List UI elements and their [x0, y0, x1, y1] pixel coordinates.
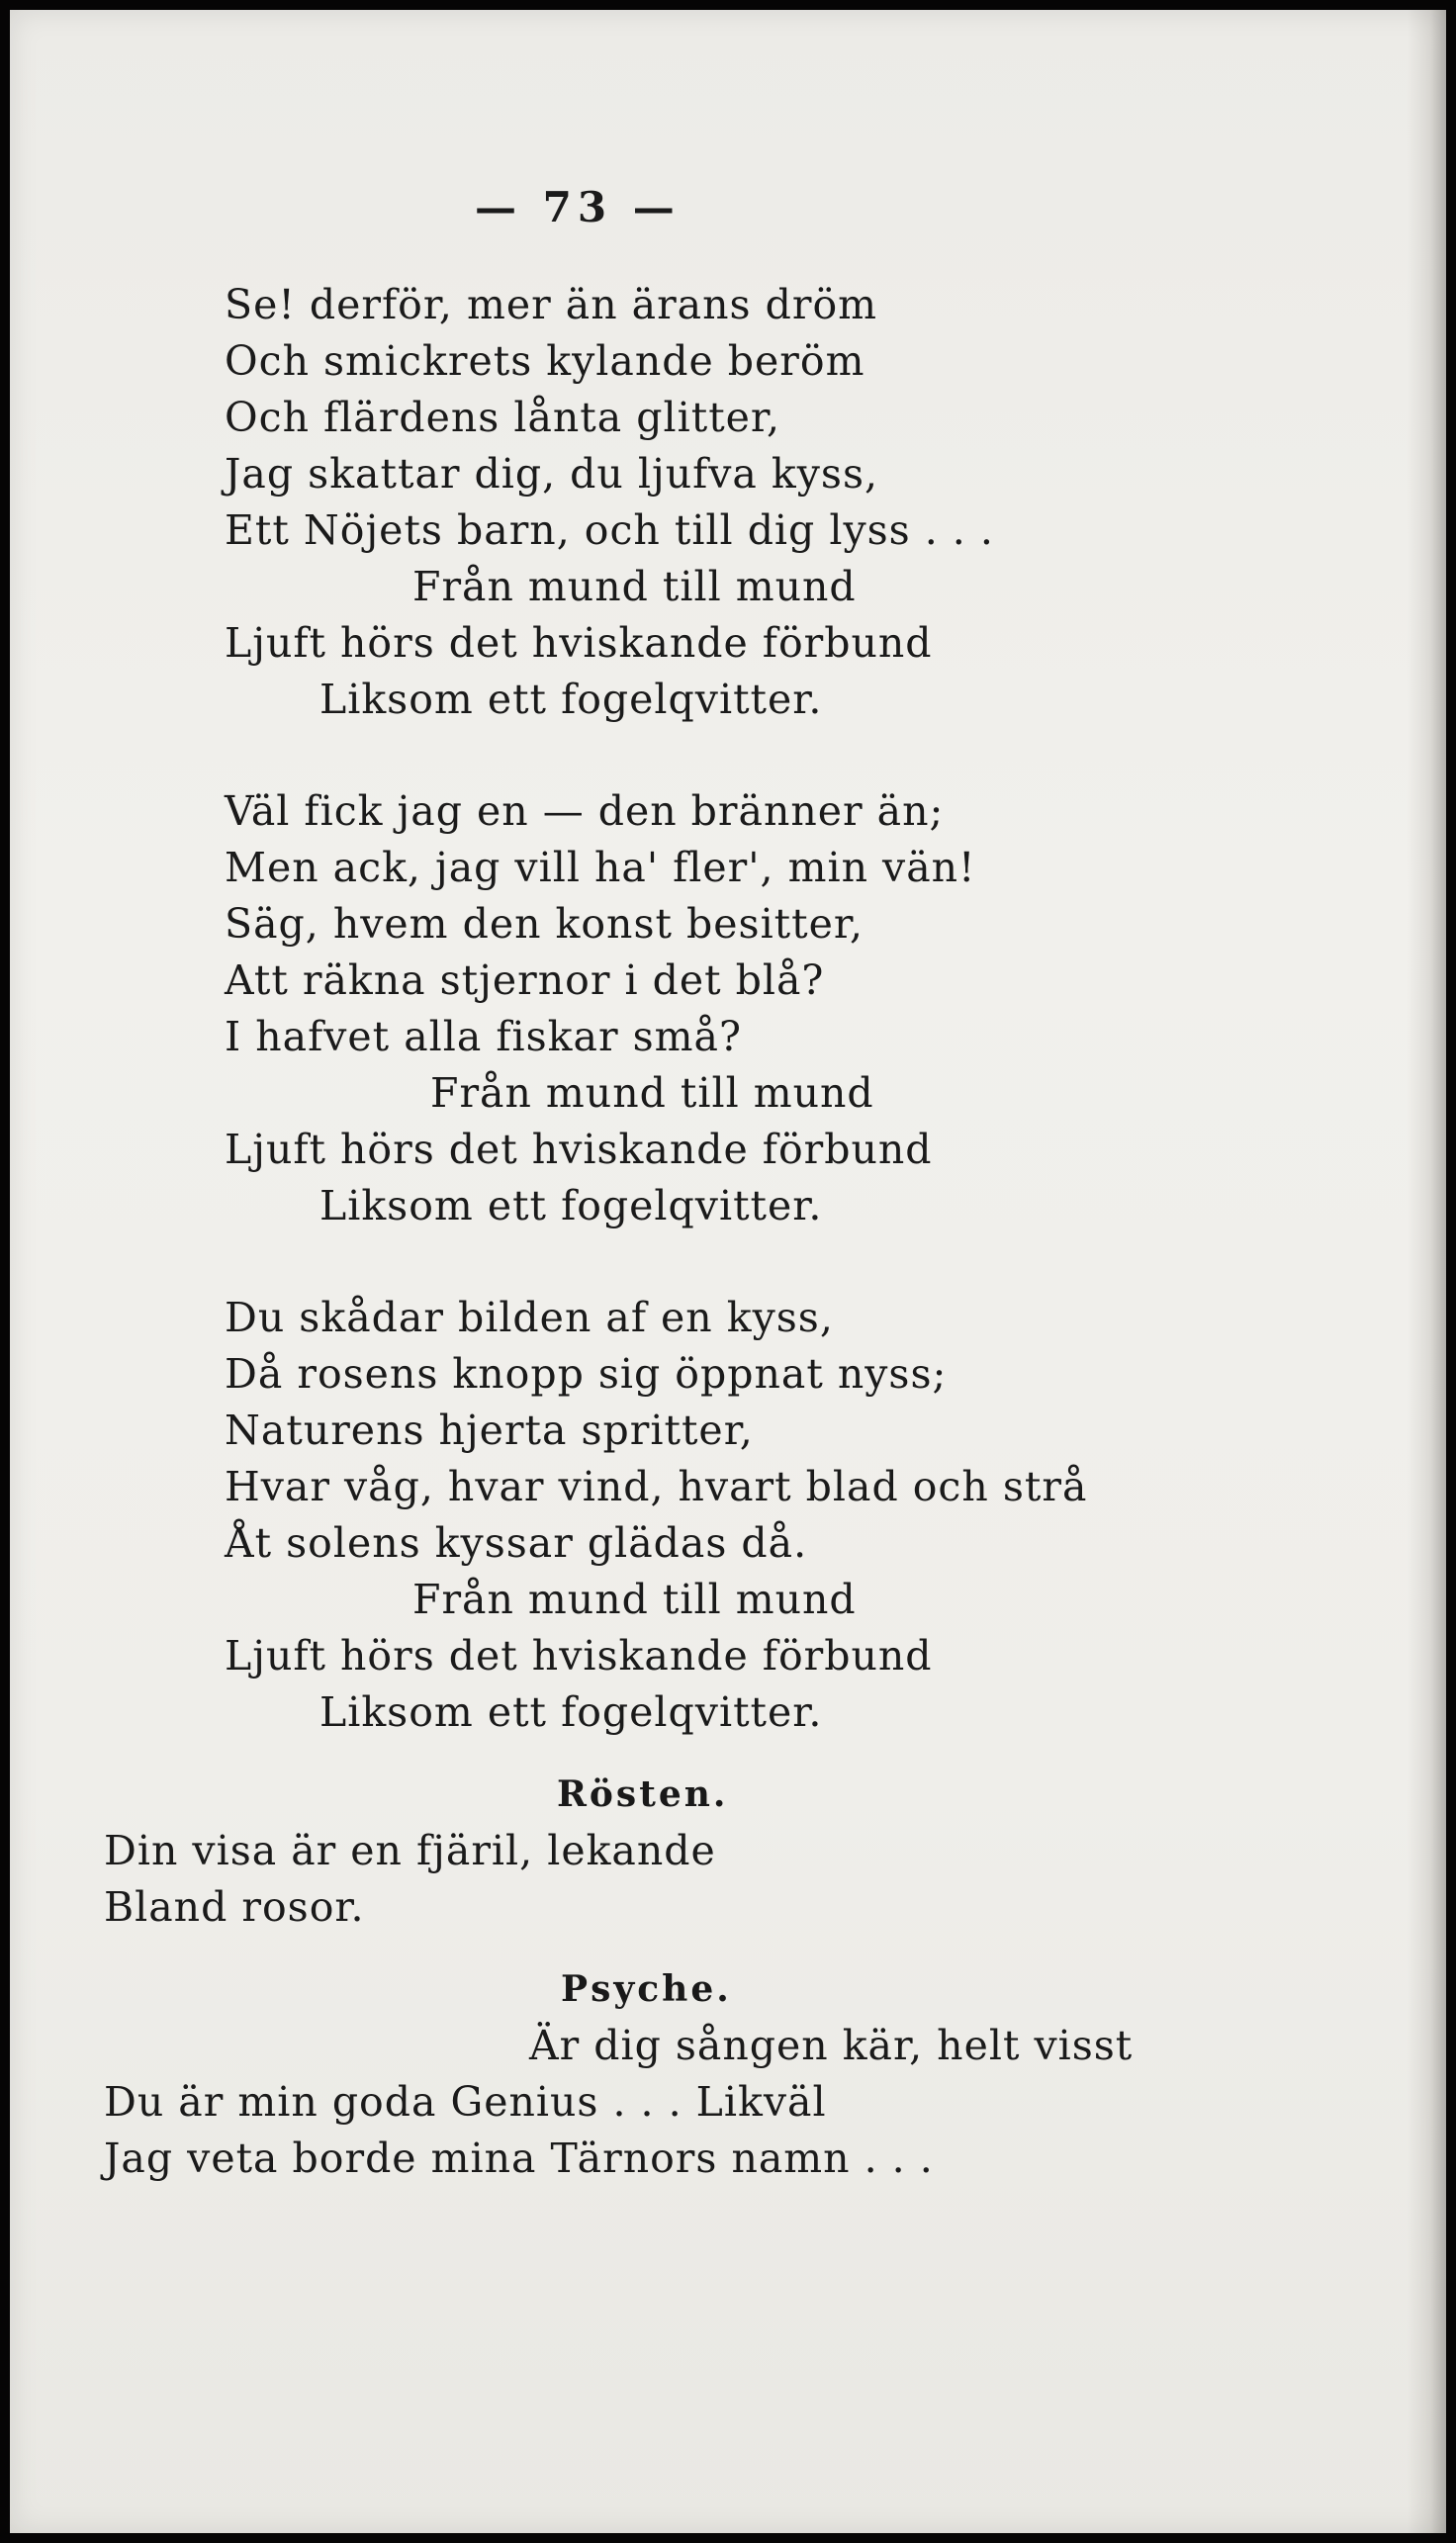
stanza-1-line-3: Och flärdens lånta glitter,	[225, 394, 781, 441]
stanza-2-line-1: Väl fick jag en — den bränner än;	[225, 787, 945, 835]
stanza-3-refrain-3: Liksom ett fogelqvitter.	[319, 1688, 823, 1736]
stanza-2-line-5: I hafvet alla fiskar små?	[225, 1013, 742, 1060]
stanza-3-refrain-2: Ljuft hörs det hviskande förbund	[225, 1632, 933, 1680]
stanza-gap	[104, 728, 1113, 783]
stanza-1-refrain-1: Från mund till mund	[412, 563, 857, 610]
speaker-psyche: Psyche.	[561, 1968, 732, 2010]
page-edge-shadow	[1407, 10, 1446, 2533]
stanza-2-line-3: Säg, hvem den konst besitter,	[225, 900, 864, 948]
dialogue-2-line-3: Jag veta borde mina Tärnors namn . . .	[104, 2134, 934, 2182]
dialogue-1-line-2: Bland rosor.	[104, 1883, 365, 1931]
stanza-2-refrain-2: Ljuft hörs det hviskande förbund	[225, 1126, 933, 1173]
speaker-rosten: Rösten.	[557, 1773, 729, 1815]
stanza-gap	[104, 1234, 1113, 1290]
poem-text	[104, 277, 1134, 2187]
dialogue-2-line-1: Är dig sången kär, helt visst	[529, 2022, 1134, 2069]
dialogue-2-line-2: Du är min goda Genius . . . Likväl	[104, 2078, 827, 2126]
dialogue-gap	[104, 1741, 1113, 1767]
stanza-2-refrain-3: Liksom ett fogelqvitter.	[319, 1182, 823, 1229]
stanza-1-refrain-3: Liksom ett fogelqvitter.	[319, 676, 823, 723]
dialogue-1-line-1: Din visa är en fjäril, lekande	[104, 1827, 716, 1874]
stanza-2-line-4: Att räkna stjernor i det blå?	[225, 956, 825, 1004]
stanza-3-refrain-1: Från mund till mund	[412, 1576, 857, 1623]
dialogue-2	[104, 1961, 1134, 2187]
stanza-3	[104, 1290, 1113, 1741]
stanza-3-line-2: Då rosens knopp sig öppnat nyss;	[225, 1350, 948, 1398]
stanza-1-refrain-2: Ljuft hörs det hviskande förbund	[225, 619, 933, 667]
stanza-1	[104, 277, 1113, 728]
book-page	[10, 10, 1446, 2533]
dialogue-1	[104, 1767, 1113, 1936]
stanza-2-refrain-1: Från mund till mund	[430, 1069, 874, 1117]
stanza-1-line-5: Ett Nöjets barn, och till dig lyss . . .	[225, 506, 994, 554]
dialogue-gap	[104, 1936, 1113, 1961]
page-number: — 73 —	[475, 183, 681, 231]
stanza-3-line-4: Hvar våg, hvar vind, hvart blad och strå	[225, 1463, 1088, 1510]
stanza-1-line-2: Och smickrets kylande beröm	[225, 337, 865, 385]
stanza-1-line-4: Jag skattar dig, du ljufva kyss,	[225, 450, 879, 498]
stanza-1-line-1: Se! derför, mer än ärans dröm	[225, 281, 878, 328]
stanza-2	[104, 783, 1113, 1234]
stanza-3-line-1: Du skådar bilden af en kyss,	[225, 1294, 834, 1341]
stanza-2-line-2: Men ack, jag vill ha' fler', min vän!	[225, 844, 976, 891]
stanza-3-line-3: Naturens hjerta spritter,	[225, 1407, 754, 1454]
stanza-3-line-5: Åt solens kyssar glädas då.	[225, 1519, 808, 1567]
